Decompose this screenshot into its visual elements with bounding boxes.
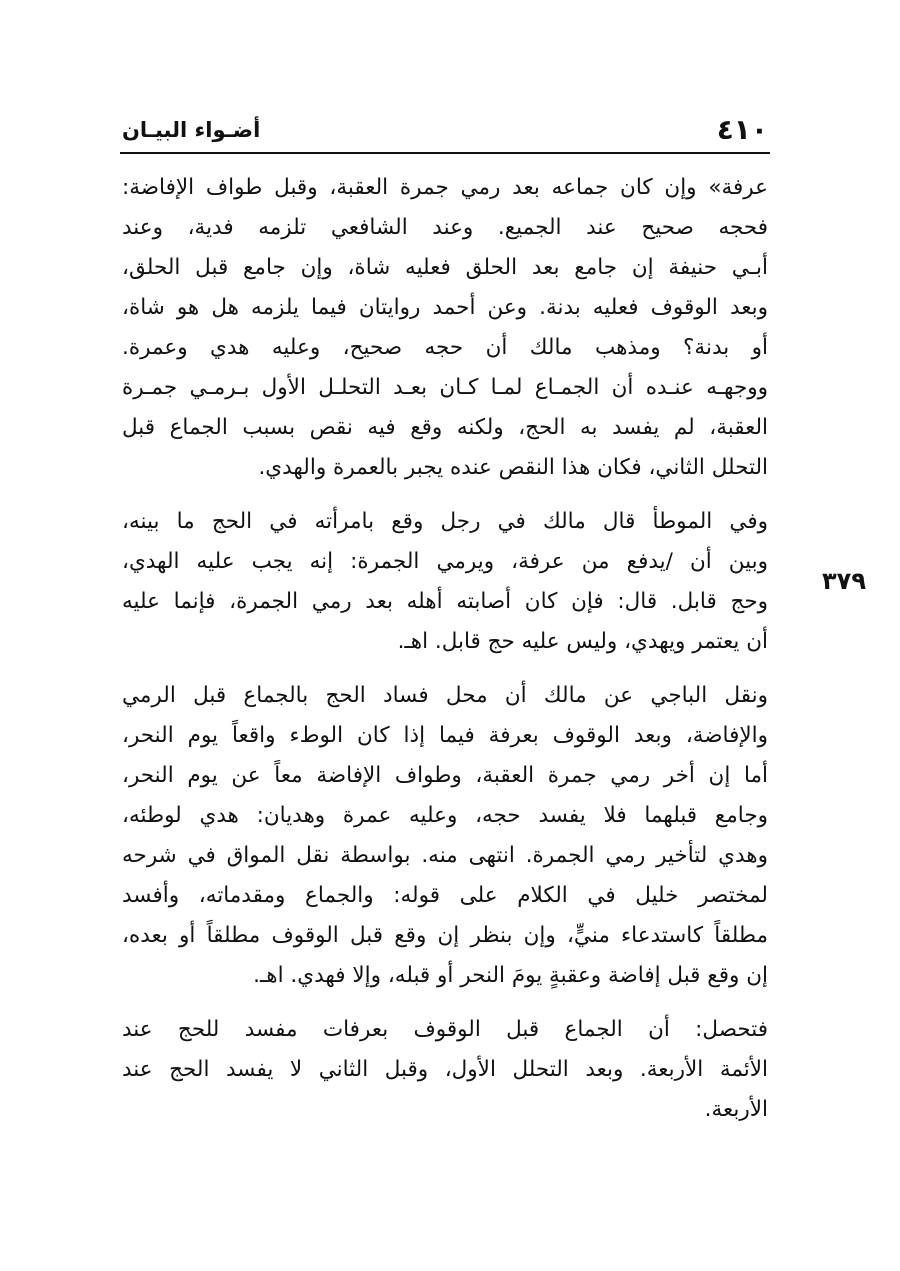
text-line: فتحصل: أن الجماع قبل الوقوف بعرفات مفسد للحج عند xyxy=(122,1017,768,1042)
text-line: والإفاضة، وبعد الوقوف بعرفة فيما إذا كان الوطء واقعاً يوم النحر، xyxy=(122,723,768,748)
text-line: وهدي لتأخير رمي الجمرة. انتهى منه. بواسطة نقل المواق في شرحه xyxy=(122,843,768,868)
margin-reference-number: ٣٧٩ xyxy=(822,567,866,595)
paragraph-4 xyxy=(122,1010,768,1130)
page-header xyxy=(120,112,770,148)
running-title: أضـواء البيـان xyxy=(122,118,261,142)
text-line: ونقل الباجي عن مالك أن محل فساد الحج بالجماع قبل الرمي xyxy=(122,683,768,708)
text-line: وبين أن /يدفع من عرفة، ويرمي الجمرة: إنه يجب عليه الهدي، xyxy=(122,549,768,574)
paragraph-gap xyxy=(122,996,768,1010)
text-line: أن يعتمر ويهدي، وليس عليه حج قابل. اهـ. xyxy=(397,629,768,654)
text-line: وبعد الوقوف فعليه بدنة. وعن أحمد روايتان فيما يلزمه هل هو شاة، xyxy=(122,295,768,320)
text-line: وحج قابل. قال: فإن كان أصابته أهله بعد رمي الجمرة، فإنما عليه xyxy=(122,589,768,614)
paragraph-gap xyxy=(122,662,768,676)
text-line: الأئمة الأربعة. وبعد التحلل الأول، وقبل الثاني لا يفسد الحج عند xyxy=(122,1057,768,1082)
text-line: أو بدنة؟ ومذهب مالك أن حجه صحيح، وعليه هدي وعمرة. xyxy=(122,335,768,360)
text-line: الأربعة. xyxy=(704,1097,768,1122)
text-line: وفي الموطأ قال مالك في رجل وقع بامرأته في الحج ما بينه، xyxy=(122,509,768,534)
text-line: مطلقاً كاستدعاء منيٍّ، وإن بنظر إن وقع قبل الوقوف مطلقاً أو بعده، xyxy=(122,923,768,948)
text-line: التحلل الثاني، فكان هذا النقص عنده يجبر بالعمرة والهدي. xyxy=(258,455,768,480)
paragraph-3 xyxy=(122,676,768,996)
text-line: أبـي حنيفة إن جامع بعد الحلق فعليه شاة، وإن جامع قبل الحلق، xyxy=(122,255,768,280)
text-line: أما إن أخر رمي جمرة العقبة، وطواف الإفاضة معاً عن يوم النحر، xyxy=(122,763,768,788)
text-line: إن وقع قبل إفاضة وعقبةٍ يومَ النحر أو قبله، وإلا فهدي. اهـ. xyxy=(253,963,768,988)
paragraph-gap xyxy=(122,488,768,502)
page-number: ٤١٠ xyxy=(716,113,768,146)
body-text xyxy=(122,168,768,1130)
paragraph-2 xyxy=(122,502,768,662)
header-divider xyxy=(120,152,770,154)
text-line: عرفة» وإن كان جماعه بعد رمي جمرة العقبة، وقبل طواف الإفاضة: xyxy=(122,175,768,200)
text-line: فحجه صحيح عند الجميع. وعند الشافعي تلزمه فدية، وعند xyxy=(122,215,768,240)
text-line: العقبة، لم يفسد به الحج، ولكنه وقع فيه نقص بسبب الجماع قبل xyxy=(122,415,768,440)
text-line: لمختصر خليل في الكلام على قوله: والجماع ومقدماته، وأفسد xyxy=(122,883,768,908)
paragraph-1 xyxy=(122,168,768,488)
text-line: ووجهـه عنـده أن الجمـاع لمـا كـان بعـد التحلـل الأول بـرمـي جمـرة xyxy=(122,375,768,400)
text-line: وجامع قبلهما فلا يفسد حجه، وعليه عمرة وهديان: هدي لوطئه، xyxy=(122,803,768,828)
